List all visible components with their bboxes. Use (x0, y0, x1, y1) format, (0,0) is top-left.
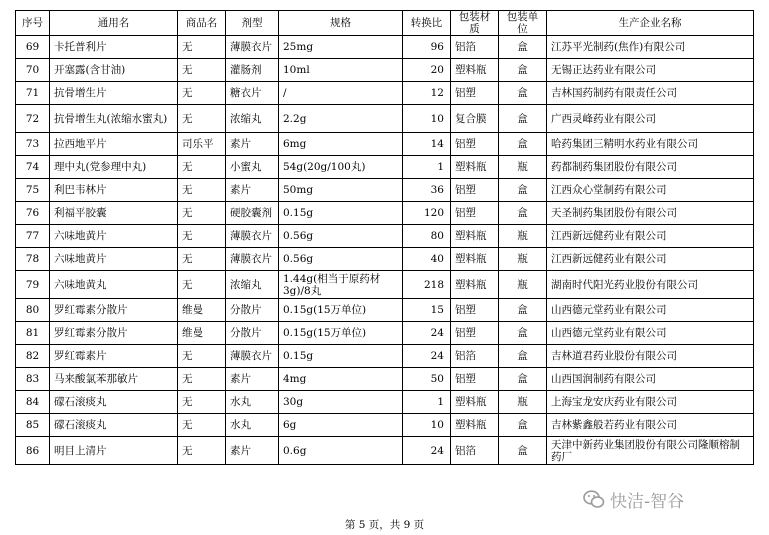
cell-manufacturer: 天圣制药集团股份有限公司 (547, 202, 754, 225)
cell-spec: 0.56g (279, 225, 403, 248)
cell-conversion: 15 (403, 299, 451, 322)
cell-dosage-form: 硬胶囊剂 (226, 202, 279, 225)
cell-material: 铝塑 (451, 82, 499, 105)
cell-generic-name: 拉西地平片 (50, 133, 178, 156)
table-row (16, 271, 754, 299)
cell-dosage-form: 浓缩丸 (226, 271, 279, 299)
cell-material: 塑料瓶 (451, 271, 499, 299)
cell-generic-name: 罗红霉素分散片 (50, 299, 178, 322)
cell-seq: 82 (16, 345, 50, 368)
table-row (16, 345, 754, 368)
cell-spec: 1.44g(相当于原药材3g)/8丸 (279, 271, 403, 299)
cell-unit: 盒 (499, 179, 547, 202)
cell-seq: 74 (16, 156, 50, 179)
cell-trade-name: 维曼 (178, 322, 226, 345)
cell-dosage-form: 薄膜衣片 (226, 36, 279, 59)
cell-material: 塑料瓶 (451, 225, 499, 248)
cell-unit: 盒 (499, 437, 547, 465)
cell-conversion: 50 (403, 368, 451, 391)
cell-manufacturer: 广西灵峰药业有限公司 (547, 105, 754, 133)
cell-material: 铝箔 (451, 36, 499, 59)
cell-seq: 79 (16, 271, 50, 299)
cell-seq: 86 (16, 437, 50, 465)
cell-trade-name: 无 (178, 82, 226, 105)
cell-dosage-form: 分散片 (226, 322, 279, 345)
cell-generic-name: 利福平胶囊 (50, 202, 178, 225)
table-row (16, 437, 754, 465)
cell-manufacturer: 江西新远健药业有限公司 (547, 248, 754, 271)
cell-manufacturer: 药都制药集团股份有限公司 (547, 156, 754, 179)
cell-unit: 盒 (499, 414, 547, 437)
cell-generic-name: 六味地黄片 (50, 248, 178, 271)
cell-unit: 瓶 (499, 225, 547, 248)
cell-spec: / (279, 82, 403, 105)
col-header-conversion: 转换比 (403, 11, 451, 36)
cell-generic-name: 开塞露(含甘油) (50, 59, 178, 82)
cell-manufacturer: 吉林国药制药有限责任公司 (547, 82, 754, 105)
cell-unit: 盒 (499, 36, 547, 59)
cell-manufacturer: 上海宝龙安庆药业有限公司 (547, 391, 754, 414)
cell-material: 铝箔 (451, 345, 499, 368)
cell-unit: 瓶 (499, 391, 547, 414)
drug-table (15, 10, 754, 465)
cell-spec: 0.15g (279, 345, 403, 368)
cell-dosage-form: 薄膜衣片 (226, 248, 279, 271)
cell-dosage-form: 素片 (226, 437, 279, 465)
cell-manufacturer: 山西国润制药有限公司 (547, 368, 754, 391)
cell-manufacturer: 江苏平光制药(焦作)有限公司 (547, 36, 754, 59)
cell-generic-name: 卡托普利片 (50, 36, 178, 59)
cell-unit: 瓶 (499, 248, 547, 271)
col-header-dosage-form: 剂型 (226, 11, 279, 36)
cell-seq: 85 (16, 414, 50, 437)
table-row (16, 133, 754, 156)
cell-trade-name: 无 (178, 248, 226, 271)
cell-spec: 6g (279, 414, 403, 437)
col-header-unit: 包装单位 (499, 11, 547, 36)
cell-trade-name: 无 (178, 391, 226, 414)
cell-material: 铝塑 (451, 179, 499, 202)
cell-spec: 10ml (279, 59, 403, 82)
cell-dosage-form: 水丸 (226, 391, 279, 414)
cell-material: 复合膜 (451, 105, 499, 133)
watermark (583, 487, 684, 512)
cell-conversion: 120 (403, 202, 451, 225)
cell-dosage-form: 薄膜衣片 (226, 225, 279, 248)
cell-conversion: 24 (403, 345, 451, 368)
cell-conversion: 24 (403, 437, 451, 465)
cell-generic-name: 抗骨增生丸(浓缩水蜜丸) (50, 105, 178, 133)
cell-spec: 6mg (279, 133, 403, 156)
cell-manufacturer: 天津中新药业集团股份有限公司隆顺榕制药厂 (547, 437, 754, 465)
table-row (16, 82, 754, 105)
cell-conversion: 10 (403, 105, 451, 133)
cell-unit: 盒 (499, 345, 547, 368)
cell-trade-name: 无 (178, 179, 226, 202)
cell-unit: 盒 (499, 82, 547, 105)
cell-spec: 25mg (279, 36, 403, 59)
cell-unit: 盒 (499, 202, 547, 225)
cell-dosage-form: 水丸 (226, 414, 279, 437)
cell-manufacturer: 吉林紫鑫般若药业有限公司 (547, 414, 754, 437)
table-row (16, 36, 754, 59)
cell-unit: 盒 (499, 105, 547, 133)
cell-manufacturer: 无锡正达药业有限公司 (547, 59, 754, 82)
cell-material: 铝塑 (451, 202, 499, 225)
cell-spec: 50mg (279, 179, 403, 202)
table-row (16, 368, 754, 391)
cell-seq: 78 (16, 248, 50, 271)
cell-material: 塑料瓶 (451, 248, 499, 271)
cell-conversion: 1 (403, 391, 451, 414)
cell-unit: 盒 (499, 368, 547, 391)
cell-spec: 30g (279, 391, 403, 414)
cell-material: 塑料瓶 (451, 414, 499, 437)
cell-material: 塑料瓶 (451, 391, 499, 414)
cell-manufacturer: 湖南时代阳光药业股份有限公司 (547, 271, 754, 299)
cell-trade-name: 无 (178, 59, 226, 82)
table-body (16, 36, 754, 465)
cell-unit: 瓶 (499, 156, 547, 179)
col-header-spec: 规格 (279, 11, 403, 36)
cell-generic-name: 罗红霉素分散片 (50, 322, 178, 345)
cell-manufacturer: 江西众心堂制药有限公司 (547, 179, 754, 202)
cell-spec: 0.15g(15万单位) (279, 322, 403, 345)
watermark-text: 快洁-智谷 (610, 492, 685, 512)
cell-seq: 69 (16, 36, 50, 59)
cell-trade-name: 无 (178, 345, 226, 368)
cell-seq: 77 (16, 225, 50, 248)
cell-generic-name: 六味地黄片 (50, 225, 178, 248)
cell-trade-name: 维曼 (178, 299, 226, 322)
cell-dosage-form: 素片 (226, 133, 279, 156)
table-row (16, 105, 754, 133)
table-row (16, 391, 754, 414)
cell-manufacturer: 吉林道君药业股份有限公司 (547, 345, 754, 368)
cell-dosage-form: 小蜜丸 (226, 156, 279, 179)
cell-dosage-form: 糖衣片 (226, 82, 279, 105)
table-row (16, 225, 754, 248)
cell-trade-name: 无 (178, 437, 226, 465)
col-header-trade-name: 商品名 (178, 11, 226, 36)
table-row (16, 299, 754, 322)
cell-trade-name: 无 (178, 105, 226, 133)
cell-conversion: 10 (403, 414, 451, 437)
cell-seq: 81 (16, 322, 50, 345)
cell-manufacturer: 山西德元堂药业有限公司 (547, 299, 754, 322)
col-header-generic-name: 通用名 (50, 11, 178, 36)
page-footer: 第 5 页，共 9 页 (344, 519, 425, 531)
cell-spec: 0.15g (279, 202, 403, 225)
cell-trade-name: 无 (178, 202, 226, 225)
cell-conversion: 40 (403, 248, 451, 271)
cell-manufacturer: 哈药集团三精明水药业有限公司 (547, 133, 754, 156)
cell-manufacturer: 山西德元堂药业有限公司 (547, 322, 754, 345)
cell-conversion: 24 (403, 322, 451, 345)
cell-unit: 盒 (499, 59, 547, 82)
cell-seq: 80 (16, 299, 50, 322)
cell-material: 铝塑 (451, 368, 499, 391)
cell-generic-name: 理中丸(党参理中丸) (50, 156, 178, 179)
cell-material: 铝塑 (451, 133, 499, 156)
table-row (16, 248, 754, 271)
table-row (16, 414, 754, 437)
cell-trade-name: 无 (178, 225, 226, 248)
cell-dosage-form: 薄膜衣片 (226, 345, 279, 368)
cell-unit: 盒 (499, 299, 547, 322)
cell-seq: 84 (16, 391, 50, 414)
cell-dosage-form: 分散片 (226, 299, 279, 322)
cell-seq: 83 (16, 368, 50, 391)
cell-unit: 瓶 (499, 271, 547, 299)
cell-seq: 75 (16, 179, 50, 202)
cell-conversion: 12 (403, 82, 451, 105)
cell-material: 塑料瓶 (451, 156, 499, 179)
cell-spec: 0.6g (279, 437, 403, 465)
cell-spec: 0.15g(15万单位) (279, 299, 403, 322)
cell-generic-name: 礞石滚痰丸 (50, 391, 178, 414)
cell-trade-name: 无 (178, 36, 226, 59)
cell-conversion: 1 (403, 156, 451, 179)
cell-conversion: 36 (403, 179, 451, 202)
cell-spec: 4mg (279, 368, 403, 391)
cell-trade-name: 无 (178, 156, 226, 179)
cell-manufacturer: 江西新远健药业有限公司 (547, 225, 754, 248)
table-row (16, 202, 754, 225)
table-row (16, 322, 754, 345)
cell-trade-name: 无 (178, 414, 226, 437)
cell-seq: 76 (16, 202, 50, 225)
cell-trade-name: 无 (178, 271, 226, 299)
cell-generic-name: 抗骨增生片 (50, 82, 178, 105)
cell-generic-name: 明目上清片 (50, 437, 178, 465)
cell-material: 铝塑 (451, 322, 499, 345)
table-row (16, 156, 754, 179)
cell-dosage-form: 素片 (226, 179, 279, 202)
cell-trade-name: 司乐平 (178, 133, 226, 156)
cell-conversion: 96 (403, 36, 451, 59)
col-header-manufacturer: 生产企业名称 (547, 11, 754, 36)
cell-dosage-form: 浓缩丸 (226, 105, 279, 133)
table-row (16, 59, 754, 82)
col-header-seq: 序号 (16, 11, 50, 36)
cell-trade-name: 无 (178, 368, 226, 391)
cell-generic-name: 六味地黄丸 (50, 271, 178, 299)
cell-dosage-form: 素片 (226, 368, 279, 391)
cell-generic-name: 马来酸氯苯那敏片 (50, 368, 178, 391)
wechat-icon (583, 490, 605, 509)
cell-generic-name: 罗红霉素片 (50, 345, 178, 368)
cell-material: 塑料瓶 (451, 59, 499, 82)
cell-material: 铝塑 (451, 299, 499, 322)
cell-conversion: 20 (403, 59, 451, 82)
cell-dosage-form: 灌肠剂 (226, 59, 279, 82)
cell-unit: 盒 (499, 322, 547, 345)
cell-unit: 盒 (499, 133, 547, 156)
cell-material: 铝箔 (451, 437, 499, 465)
cell-spec: 54g(20g/100丸) (279, 156, 403, 179)
cell-conversion: 218 (403, 271, 451, 299)
col-header-material: 包装材质 (451, 11, 499, 36)
cell-seq: 73 (16, 133, 50, 156)
cell-generic-name: 利巴韦林片 (50, 179, 178, 202)
cell-seq: 72 (16, 105, 50, 133)
table-row (16, 179, 754, 202)
header-row (16, 11, 754, 36)
cell-spec: 2.2g (279, 105, 403, 133)
cell-generic-name: 礞石滚痰丸 (50, 414, 178, 437)
cell-conversion: 80 (403, 225, 451, 248)
cell-conversion: 14 (403, 133, 451, 156)
cell-spec: 0.56g (279, 248, 403, 271)
cell-seq: 71 (16, 82, 50, 105)
cell-seq: 70 (16, 59, 50, 82)
